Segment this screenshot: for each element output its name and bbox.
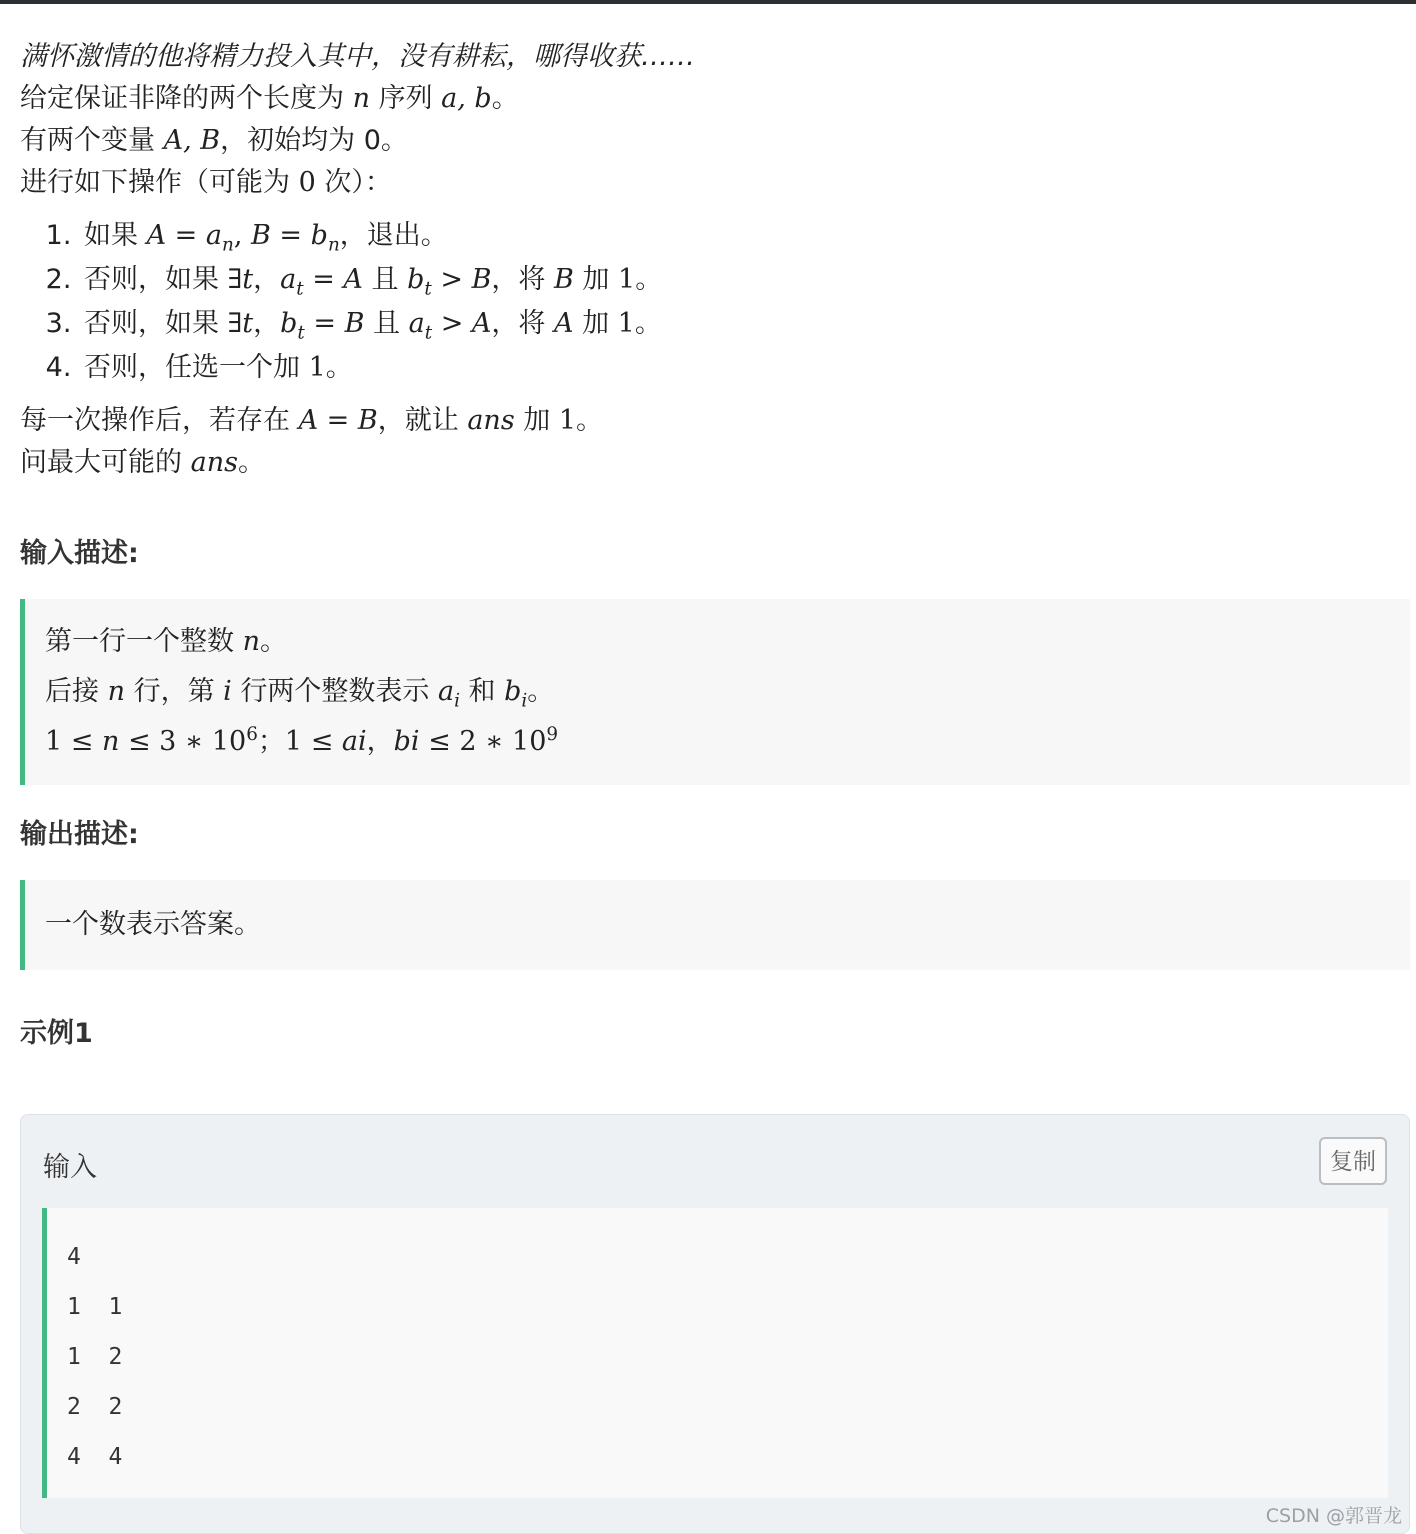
text: 问最大可能的 <box>20 447 191 478</box>
text: 有两个变量 <box>20 125 164 156</box>
example-title: 示例1 <box>20 1018 93 1049</box>
math: A <box>343 264 363 295</box>
math-seq: a, b <box>441 83 492 114</box>
math: A <box>298 405 319 436</box>
math-sub: t <box>424 278 432 300</box>
math: A <box>554 308 574 339</box>
math: 3 ∗ 10 <box>159 726 247 757</box>
text: ，将 <box>491 308 554 339</box>
math-sub: i <box>454 690 460 712</box>
math-sub: t <box>296 278 304 300</box>
input-desc-constraints <box>45 717 1390 767</box>
text: 。 <box>259 626 287 657</box>
math: ≤ <box>302 726 342 757</box>
math: b <box>407 264 425 295</box>
text: ，就让 <box>377 405 468 436</box>
math: > <box>432 308 472 339</box>
math: 1 <box>45 726 63 757</box>
operation-item <box>80 346 1410 390</box>
math: B <box>251 220 271 251</box>
text: 给定保证非降的两个长度为 <box>20 83 353 114</box>
math-sub: n <box>222 234 234 256</box>
math: = <box>304 308 345 339</box>
text: 加 <box>573 308 618 339</box>
math: t <box>242 308 254 339</box>
text: 否则，任选一个加 <box>84 352 309 383</box>
text: 序列 <box>369 83 442 114</box>
text: 。 <box>325 352 353 383</box>
text: 和 <box>459 676 505 707</box>
math: = <box>303 264 344 295</box>
text: ； <box>257 726 285 757</box>
text: ，将 <box>491 264 554 295</box>
output-desc-title: 输出描述: <box>20 819 139 850</box>
math: ans <box>467 405 515 436</box>
statement-line-1 <box>20 78 1410 120</box>
math: = <box>166 220 206 251</box>
text: ，退出。 <box>339 220 448 251</box>
math: ∃ <box>227 308 243 339</box>
math: 1 <box>284 726 303 757</box>
math: b <box>504 676 522 707</box>
statement-line-4 <box>20 400 1410 442</box>
math-zero: 0 <box>298 167 316 198</box>
statement-line-3 <box>20 162 1410 204</box>
math: t <box>242 264 254 295</box>
input-desc-line-2 <box>45 667 1390 717</box>
input-desc-title: 输入描述: <box>20 538 139 569</box>
math: > <box>431 264 472 295</box>
output-desc-block <box>20 880 1410 970</box>
text: 。 <box>491 83 519 114</box>
example-input-code <box>42 1208 1388 1498</box>
code-line: 1 1 <box>67 1294 123 1320</box>
text: 行两个整数表示 <box>231 676 438 707</box>
text: 行，第 <box>124 676 224 707</box>
text: 后接 <box>45 676 108 707</box>
math-n: n <box>352 83 370 114</box>
problem-content <box>20 36 1410 1054</box>
math: a <box>205 220 222 251</box>
flavor-text: 满怀激情的他将精力投入其中，没有耕耘，哪得收获…… <box>20 41 695 72</box>
code-line: 4 4 <box>67 1444 123 1470</box>
math: n <box>242 626 260 657</box>
code-line: 1 2 <box>67 1344 123 1370</box>
math: n <box>101 726 120 757</box>
math: a <box>408 308 425 339</box>
operation-item <box>80 302 1410 346</box>
math: 1 <box>617 308 635 339</box>
math: b <box>280 308 298 339</box>
text: 。 <box>527 676 555 707</box>
math-vars: A, B <box>163 125 221 156</box>
text: ， <box>253 308 281 339</box>
math: b <box>310 220 328 251</box>
math: a <box>437 676 455 707</box>
text: 。 <box>635 264 663 295</box>
math: B <box>471 264 492 295</box>
math: A <box>146 220 167 251</box>
watermark: CSDN @郭晋龙 <box>1265 1505 1402 1527</box>
math-sup: 9 <box>546 724 559 745</box>
math: ≤ <box>419 726 460 757</box>
output-desc-text: 一个数表示答案。 <box>45 909 261 940</box>
math: 1 <box>308 352 326 383</box>
math: A <box>471 308 492 339</box>
math: ai <box>341 726 367 757</box>
math-sub: i <box>521 690 528 712</box>
copy-button[interactable]: 复制 <box>1319 1137 1387 1185</box>
math: ≤ <box>62 726 102 757</box>
statement-line-2 <box>20 120 1410 162</box>
text: ， <box>253 264 281 295</box>
text: 如果 <box>84 220 147 251</box>
math: , <box>233 220 251 251</box>
statement-line-5 <box>20 442 1410 484</box>
code-line: 2 2 <box>67 1394 123 1420</box>
operation-item <box>80 214 1410 258</box>
operations-list <box>20 214 1410 390</box>
text: 次）： <box>315 167 392 198</box>
math-sub: t <box>297 322 305 344</box>
text: 进行如下操作（可能为 <box>20 167 299 198</box>
example-input-label: 输入 <box>43 1152 97 1183</box>
math: a <box>280 264 297 295</box>
input-desc-block <box>20 599 1410 785</box>
math: 2 ∗ 10 <box>459 726 547 757</box>
text: 加 <box>573 264 619 295</box>
math: B <box>344 308 365 339</box>
text: 。 <box>634 308 662 339</box>
math-sup: 6 <box>246 724 258 745</box>
text: 且 <box>364 308 409 339</box>
math: B <box>554 264 574 295</box>
math: = <box>270 220 311 251</box>
math: ans <box>190 447 238 478</box>
text: 否则，如果 <box>84 264 228 295</box>
text: 每一次操作后，若存在 <box>20 405 299 436</box>
text: 第一行一个整数 <box>45 626 243 657</box>
text: ， <box>366 726 394 757</box>
text: ，初始均为 0。 <box>220 125 408 156</box>
math-sub: t <box>424 322 433 344</box>
input-desc-line-1 <box>45 617 1390 667</box>
math: ≤ <box>119 726 160 757</box>
operation-item <box>80 258 1410 302</box>
code-line: 4 <box>67 1244 81 1270</box>
top-border <box>0 0 1416 4</box>
text: 且 <box>362 264 408 295</box>
text: 否则，如果 <box>84 308 228 339</box>
math: = <box>318 405 358 436</box>
math: 1 <box>558 405 577 436</box>
math: n <box>107 676 125 707</box>
math: i <box>223 676 232 707</box>
math: bi <box>393 726 420 757</box>
math: 1 <box>618 264 636 295</box>
math: ∃ <box>227 264 243 295</box>
text: 加 <box>514 405 559 436</box>
math: B <box>357 405 378 436</box>
text: 。 <box>237 447 265 478</box>
example-box <box>20 1114 1410 1534</box>
math-sub: n <box>327 234 340 256</box>
text: 。 <box>576 405 604 436</box>
